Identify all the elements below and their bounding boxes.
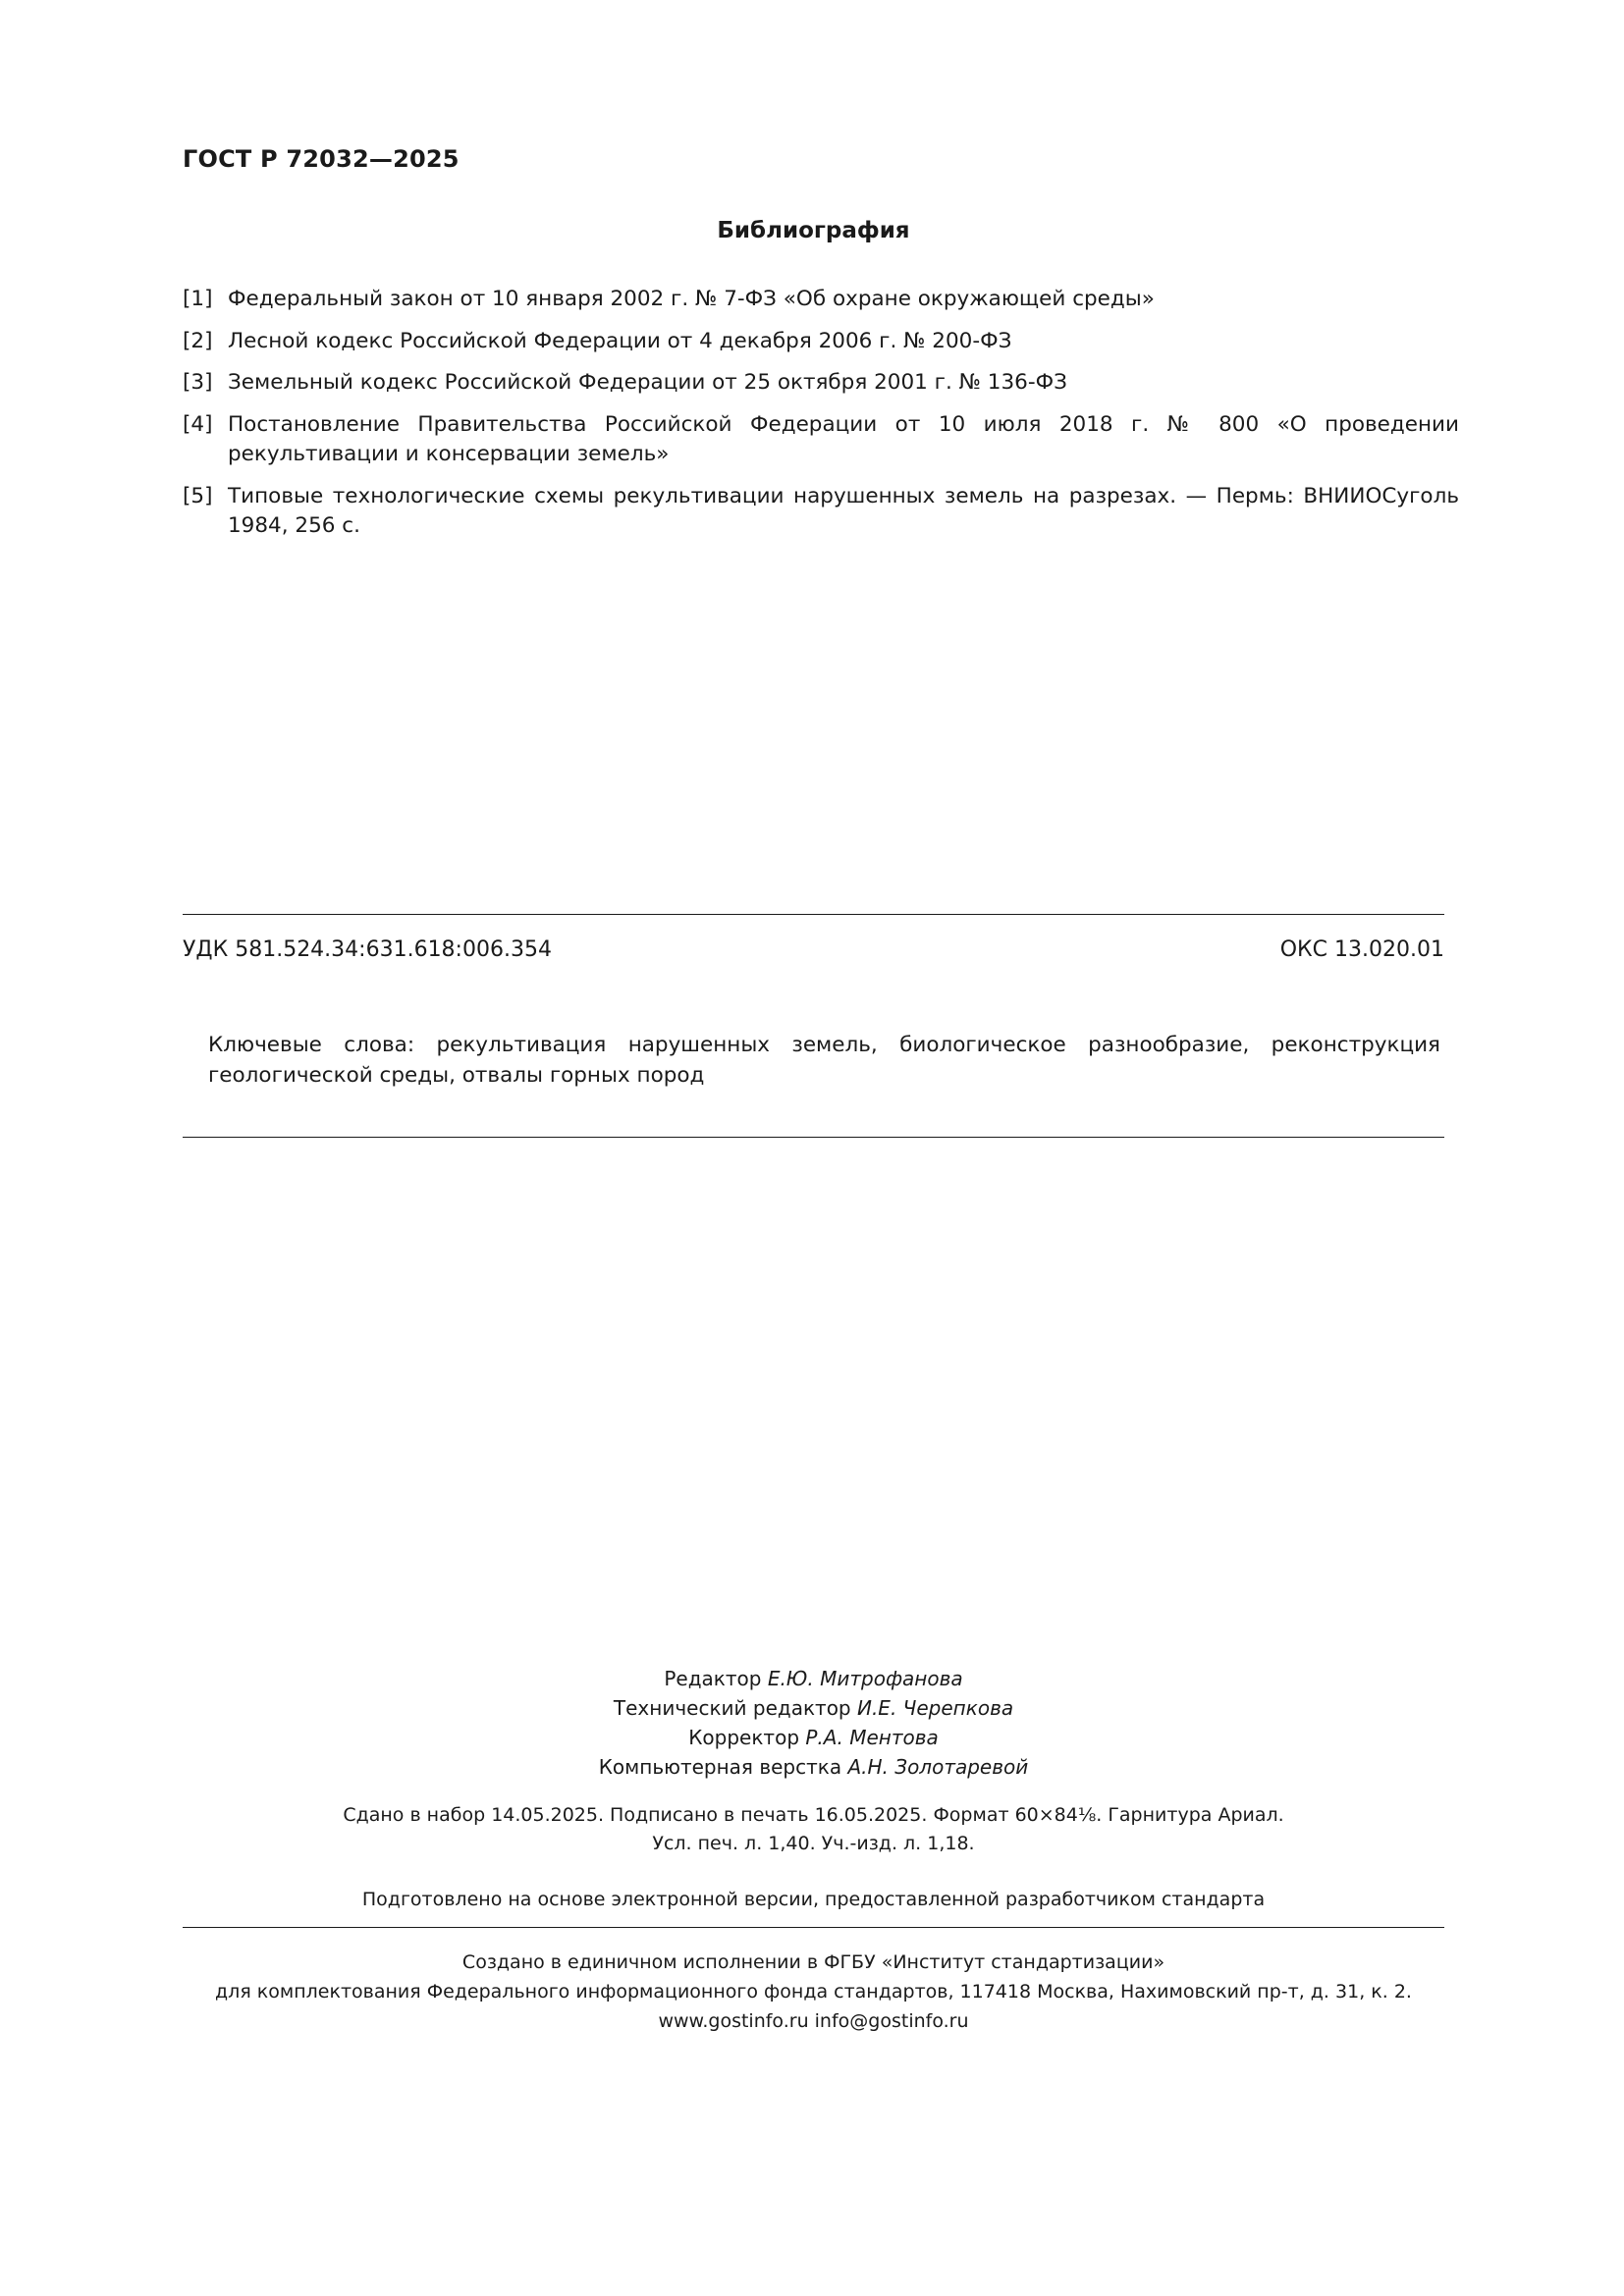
bibliography-list [183, 285, 1459, 554]
imprint-editor-line [183, 1664, 1444, 1693]
imprint-tech-editor-label: Технический редактор [613, 1696, 851, 1720]
bibliography-item-number: [4] [183, 411, 213, 437]
bibliography-item-text: Типовые технологические схемы рекультивации нарушенных земель на разрезах. — Пермь: ВНИИОСуголь 1984, 256 с. [228, 483, 1459, 539]
print-info-line-1: Сдано в набор 14.05.2025. Подписано в печать 16.05.2025. Формат 60×84⅛. Гарнитура Ариал. [343, 1804, 1284, 1826]
bibliography-item-text: Постановление Правительства Российской Федерации от 10 июля 2018 г. № 800 «О проведении рекультивации и консервации земель» [228, 411, 1459, 467]
imprint-layout-label: Компьютерная верстка [598, 1755, 842, 1779]
section-title-bibliography: Библиография [717, 218, 910, 243]
list-item [183, 327, 1459, 357]
imprint-tech-editor-line [183, 1693, 1444, 1723]
imprint-corrector-name: Р.А. Ментова [805, 1726, 939, 1749]
footer-line-3: www.gostinfo.ru info@gostinfo.ru [658, 2010, 969, 2033]
divider-footer [183, 1927, 1444, 1928]
list-item [183, 410, 1459, 470]
footer-line-1: Создано в единичном исполнении в ФГБУ «Институт стандартизации» [461, 1951, 1165, 1973]
prepared-note: Подготовлено на основе электронной версии, предоставленной разработчиком стандарта [361, 1889, 1266, 1910]
divider-middle [183, 1137, 1444, 1138]
bibliography-item-text: Федеральный закон от 10 января 2002 г. № 7-ФЗ «Об охране окружающей среды» [228, 287, 1155, 311]
footer-line-2: для комплектования Федерального информационного фонда стандартов, 117418 Москва, Нахимовский пр-т, д. 31, к. 2. [215, 1981, 1412, 2003]
standard-number-header: ГОСТ Р 72032—2025 [183, 145, 460, 173]
list-item [183, 482, 1459, 542]
footer-block [183, 1948, 1444, 2036]
udk-code: УДК 581.524.34:631.618:006.354 [183, 937, 552, 962]
imprint-layout-line [183, 1752, 1444, 1782]
imprint-block [183, 1664, 1444, 1782]
bibliography-item-text: Земельный кодекс Российской Федерации от 25 октября 2001 г. № 136-ФЗ [228, 370, 1067, 396]
bibliography-item-text: Лесной кодекс Российской Федерации от 4 декабря 2006 г. № 200-ФЗ [228, 328, 1012, 353]
keywords-paragraph: Ключевые слова: рекультивация нарушенных земель, биологическое разнообразие, реконструкция геологической среды, отвалы горных пород [208, 1033, 1440, 1089]
bibliography-item-number: [1] [183, 287, 213, 311]
list-item [183, 368, 1459, 399]
classification-codes-row [183, 937, 1444, 962]
bibliography-item-number: [2] [183, 328, 213, 353]
imprint-layout-name: А.Н. Золотаревой [847, 1755, 1029, 1779]
list-item [183, 285, 1459, 315]
imprint-editor-name: Е.Ю. Митрофанова [767, 1667, 963, 1690]
bibliography-item-number: [5] [183, 483, 213, 508]
imprint-corrector-label: Корректор [688, 1726, 800, 1749]
imprint-editor-label: Редактор [664, 1667, 762, 1690]
imprint-corrector-line [183, 1723, 1444, 1752]
imprint-tech-editor-name: И.Е. Черепкова [856, 1696, 1014, 1720]
divider-top [183, 914, 1444, 915]
bibliography-item-number: [3] [183, 370, 213, 396]
oks-code: ОКС 13.020.01 [1279, 937, 1444, 962]
print-info-block [183, 1801, 1444, 1859]
print-info-line-2: Усл. печ. л. 1,40. Уч.-изд. л. 1,18. [652, 1833, 975, 1855]
